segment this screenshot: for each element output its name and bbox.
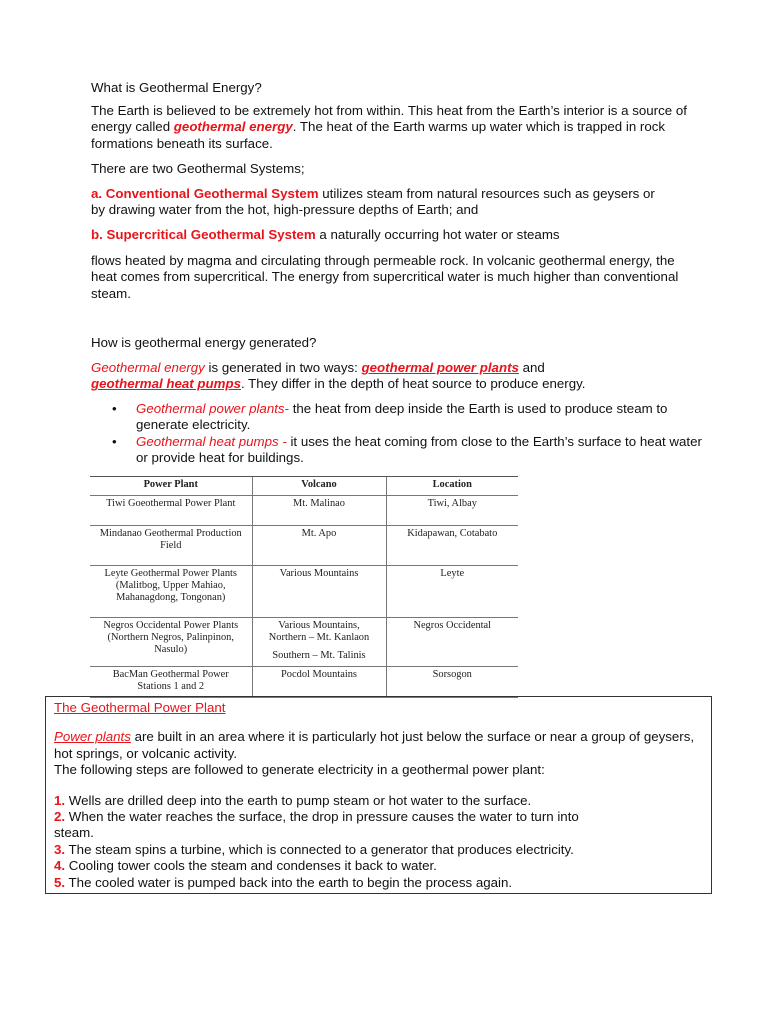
- table-cell: Leyte Geothermal Power Plants (Malitbog, Upper Mahiao, Mahanagdong, Tongonan): [90, 566, 252, 618]
- generated-end: . They differ in the depth of heat source to produce energy.: [241, 376, 586, 392]
- step-text: The steam spins a turbine, which is connected to a generator that produces electricity.: [65, 841, 574, 857]
- bullet-item: [112, 401, 712, 434]
- intro-term: geothermal energy: [173, 119, 293, 135]
- generated-way-1: geothermal power plants: [361, 360, 519, 375]
- intro-paragraph: [91, 103, 706, 152]
- bullet-text: the heat from deep inside the Earth is used to produce steam to generate electricity.: [136, 401, 668, 433]
- step-number: 3.: [54, 841, 66, 857]
- table-row: [90, 526, 518, 566]
- table-header: Power Plant: [90, 477, 252, 496]
- bullet-list: [112, 401, 712, 467]
- table-header: Location: [386, 477, 518, 496]
- box-intro: [54, 729, 703, 762]
- system-a: [91, 186, 671, 219]
- bullet-dot: •: [112, 433, 117, 449]
- systems-intro: There are two Geothermal Systems;: [91, 161, 305, 176]
- table-row: [90, 566, 518, 618]
- box-intro-term: Power plants: [54, 729, 131, 745]
- system-b-continued: flows heated by magma and circulating through permeable rock. In volcanic geothermal energy, the heat comes from supercritical. The energy from supercritical water is much higher than conventional steam.: [91, 253, 679, 301]
- step-text: Cooling tower cools the steam and condenses it back to water.: [65, 858, 437, 874]
- volcano-southern: Southern – Mt. Talinis: [272, 650, 366, 661]
- table-cell: Negros Occidental: [386, 618, 518, 667]
- power-plant-table: [90, 476, 518, 698]
- table-cell: Leyte: [386, 566, 518, 618]
- table-header: Volcano: [252, 477, 386, 496]
- heading-what-is: What is Geothermal Energy?: [91, 80, 262, 95]
- step-number: 5.: [54, 874, 66, 890]
- table-cell: Negros Occidental Power Plants (Northern Negros, Palinpinon, Nasulo): [90, 618, 252, 667]
- table-cell: Sorsogon: [386, 667, 518, 698]
- generated-way-2: geothermal heat pumps: [91, 376, 241, 392]
- table-header-row: [90, 477, 518, 496]
- system-a-label: a. Conventional Geothermal System: [91, 186, 319, 201]
- bullet-item: [112, 434, 712, 467]
- table-cell: BacMan Geothermal Power Stations 1 and 2: [90, 667, 252, 698]
- box-step: [54, 858, 703, 874]
- system-b: [91, 227, 711, 243]
- step-text: The cooled water is pumped back into the earth to begin the process again.: [65, 874, 513, 890]
- system-b-label: b. Supercritical Geothermal System: [91, 227, 316, 242]
- table-cell: Mt. Apo: [252, 526, 386, 566]
- table-cell: Mindanao Geothermal Production Field: [90, 526, 252, 566]
- heading-how-generated: How is geothermal energy generated?: [91, 335, 317, 350]
- table-row: [90, 496, 518, 526]
- step-text: Wells are drilled deep into the earth to pump steam or hot water to the surface.: [65, 792, 532, 808]
- table-row: [90, 667, 518, 698]
- volcano-northern: Various Mountains, Northern – Mt. Kanlaon: [268, 620, 370, 643]
- step-number: 2.: [54, 809, 66, 825]
- table-cell: Tiwi Goeothermal Power Plant: [90, 496, 252, 526]
- table-cell: Mt. Malinao: [252, 496, 386, 526]
- table-cell: Pocdol Mountains: [252, 667, 386, 698]
- bullet-term: Geothermal power plants-: [136, 401, 289, 416]
- box-title: The Geothermal Power Plant: [54, 700, 226, 715]
- bullet-text: it uses the heat coming from close to the Earth’s surface to heat water or provide heat for buildings.: [136, 433, 702, 466]
- box-steps-intro: The following steps are followed to generate electricity in a geothermal power plant:: [54, 762, 545, 778]
- step-number: 1.: [54, 792, 66, 808]
- generated-term: Geothermal energy: [91, 360, 205, 375]
- table-cell: [252, 618, 386, 667]
- box-step: [54, 842, 584, 858]
- step-text: When the water reaches the surface, the drop in pressure causes the water to turn into steam.: [54, 809, 579, 841]
- generated-mid: is generated in two ways:: [204, 360, 362, 375]
- system-b-text: a naturally occurring hot water or steams: [315, 227, 560, 242]
- bullet-term: Geothermal heat pumps -: [136, 433, 287, 449]
- table-row: [90, 618, 518, 667]
- table-cell: Various Mountains: [252, 566, 386, 618]
- table-cell: Tiwi, Albay: [386, 496, 518, 526]
- power-plant-box: [45, 696, 712, 894]
- bullet-dot: •: [112, 401, 117, 416]
- box-step: [54, 875, 703, 891]
- system-a-text: utilizes steam from natural resources such as geysers or by drawing water from the hot, high-pressure depths of Earth; and: [91, 186, 655, 218]
- box-step: [54, 809, 599, 842]
- generated-paragraph: [91, 360, 681, 393]
- table-cell: Kidapawan, Cotabato: [386, 526, 518, 566]
- box-intro-text: are built in an area where it is particularly hot just below the surface or near a group of geysers, hot springs, or volcanic activity.: [54, 729, 695, 761]
- generated-and: and: [518, 360, 545, 375]
- step-number: 4.: [54, 858, 66, 874]
- box-step: [54, 793, 614, 809]
- intro-text-1: The Earth is believed to be extremely hot from within. This heat from the Earth’s interior is a source of energy called: [91, 103, 687, 135]
- intro-text-2: . The heat of the Earth warms up water which is trapped in rock formations beneath its surface.: [91, 119, 666, 151]
